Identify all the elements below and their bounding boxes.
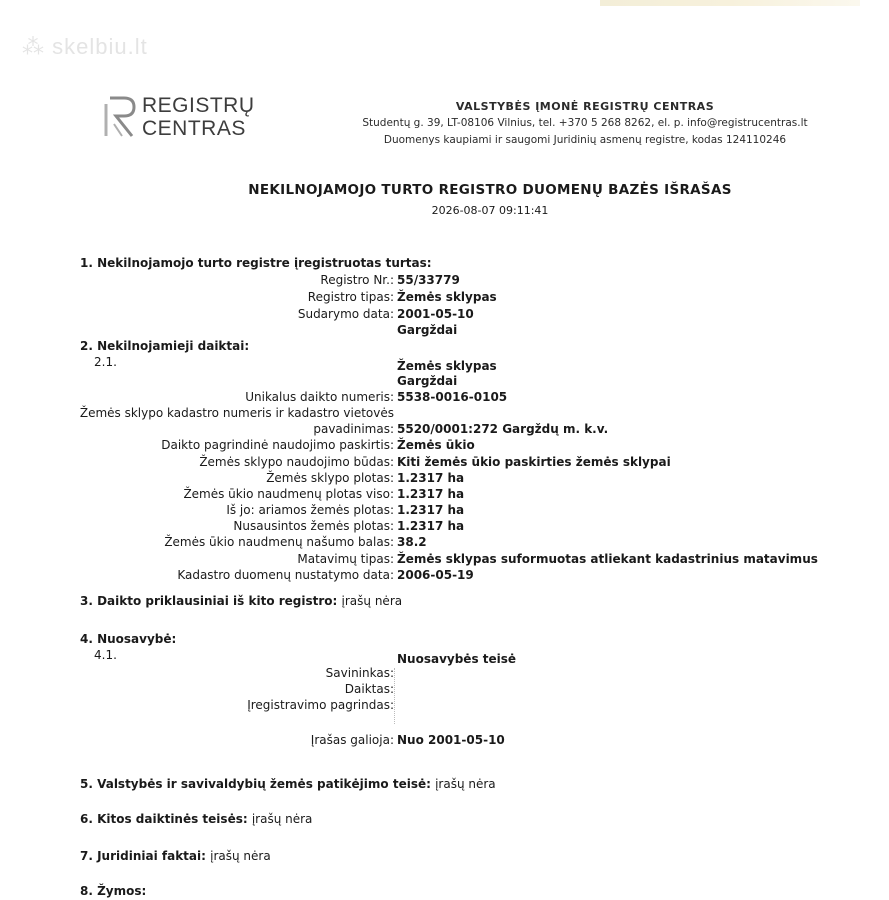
logo-line-2: CENTRAS: [142, 117, 246, 140]
section-1-heading: 1. Nekilnojamojo turto registre įregistruotas turtas:: [80, 256, 432, 270]
field-value: Gargždai: [397, 323, 458, 337]
section-7-text: įrašų nėra: [210, 849, 271, 863]
logo-mark-icon: [104, 94, 138, 140]
field-value: Žemės sklypas suformuotas atliekant kadastrinius matavimus: [397, 552, 818, 566]
field-value: 1.2317 ha: [397, 503, 465, 517]
field-label: Iš jo: ariamos žemės plotas:: [226, 503, 394, 517]
section-6-text: įrašų nėra: [251, 812, 313, 826]
document-title: NEKILNOJAMOJO TURTO REGISTRO DUOMENŲ BAZĖS IŠRAŠAS: [248, 182, 732, 198]
field-label: Žemės ūkio naudmenų našumo balas:: [164, 535, 394, 549]
watermark: [22, 34, 148, 60]
field-label: Savininkas:: [325, 666, 394, 680]
registru-centras-logo: [104, 94, 255, 140]
field-value: Kiti žemės ūkio paskirties žemės sklypai: [397, 455, 671, 469]
field-value: 5538-0016-0105: [397, 390, 508, 404]
field-label: Registro Nr.:: [320, 273, 394, 287]
organization-name: VALSTYBĖS ĮMONĖ REGISTRŲ CENTRAS: [455, 100, 715, 113]
item-name: Nuosavybės teisė: [397, 652, 517, 666]
watermark-text: skelbiu.lt: [52, 34, 148, 59]
field-label: Sudarymo data:: [297, 307, 394, 321]
section-6-title: 6. Kitos daiktinės teisės:: [80, 812, 248, 826]
section-7-title: 7. Juridiniai faktai:: [80, 849, 206, 863]
field-value: 38.2: [397, 535, 427, 549]
field-value: 55/33779: [397, 273, 460, 287]
field-value: 1.2317 ha: [397, 487, 465, 501]
item-name: Žemės sklypas: [397, 359, 497, 373]
field-label: Nusausintos žemės plotas:: [233, 519, 394, 533]
field-label: Unikalus daikto numeris:: [245, 390, 394, 404]
field-value: 2006-05-19: [397, 568, 474, 582]
scan-smudge: [600, 0, 860, 6]
dotted-divider: [394, 668, 395, 724]
field-label: pavadinimas:: [313, 422, 394, 436]
section-5-heading: [80, 777, 496, 791]
section-3-title: 3. Daikto priklausiniai iš kito registro:: [80, 594, 338, 608]
organization-note: Duomenys kaupiami ir saugomi Juridinių asmenų registre, kodas 124110246: [383, 134, 787, 146]
section-3-heading: [80, 594, 402, 608]
item-place: Gargždai: [397, 374, 458, 388]
item-number: 2.1.: [94, 355, 117, 369]
section-7-heading: [80, 849, 271, 863]
section-3-text: įrašų nėra: [341, 594, 403, 608]
section-5-title: 5. Valstybės ir savivaldybių žemės patikėjimo teisė:: [80, 777, 431, 791]
field-value: 5520/0001:272 Gargždų m. k.v.: [397, 422, 609, 436]
organization-header: [325, 98, 845, 149]
section-8-heading: 8. Žymos:: [80, 884, 147, 898]
field-label: Žemės sklypo kadastro numeris ir kadastro vietovės: [79, 406, 394, 420]
field-value: 2001-05-10: [397, 307, 474, 321]
field-value: Žemės ūkio: [397, 438, 475, 452]
field-label: Įregistravimo pagrindas:: [247, 698, 394, 712]
field-label: Matavimų tipas:: [297, 552, 394, 566]
field-label: Daiktas:: [344, 682, 394, 696]
field-value: 1.2317 ha: [397, 471, 465, 485]
section-2-heading: 2. Nekilnojamieji daiktai:: [80, 339, 250, 353]
document-date: 2026-08-07 09:11:41: [431, 204, 549, 217]
logo-line-1: REGISTRŲ: [142, 94, 255, 117]
organization-address: Studentų g. 39, LT-08106 Vilnius, tel. +370 5 268 8262, el. p. info@registrucentras.lt: [362, 117, 808, 129]
field-label: Žemės ūkio naudmenų plotas viso:: [183, 487, 394, 501]
field-value: 1.2317 ha: [397, 519, 465, 533]
field-label: Žemės sklypo naudojimo būdas:: [199, 455, 394, 469]
section-6-heading: [80, 812, 312, 826]
field-label: Daikto pagrindinė naudojimo paskirtis:: [161, 438, 394, 452]
field-label: Registro tipas:: [307, 290, 394, 304]
field-label: Žemės sklypo plotas:: [266, 471, 394, 485]
field-value: Nuo 2001-05-10: [397, 733, 505, 747]
field-label: Įrašas galioja:: [310, 733, 394, 747]
section-5-text: įrašų nėra: [435, 777, 496, 791]
item-number: 4.1.: [94, 648, 117, 662]
section-4-heading: 4. Nuosavybė:: [80, 632, 177, 646]
field-label: Kadastro duomenų nustatymo data:: [177, 568, 394, 582]
field-value: Žemės sklypas: [397, 290, 497, 304]
watermark-icon: ⁂: [22, 34, 53, 59]
